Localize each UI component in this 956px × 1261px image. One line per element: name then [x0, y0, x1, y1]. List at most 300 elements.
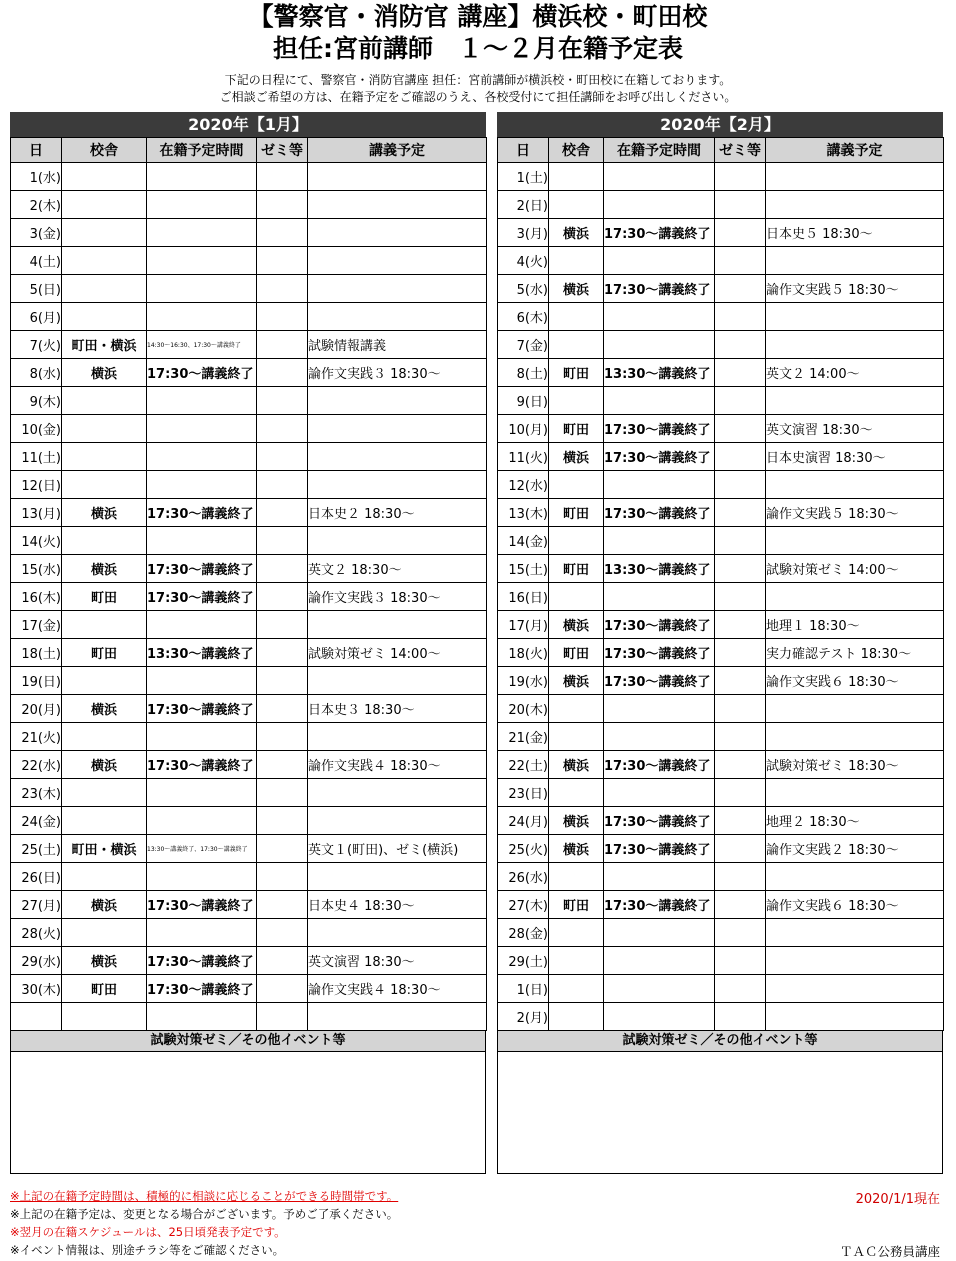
seminar-cell [715, 695, 766, 723]
seminar-cell [715, 583, 766, 611]
seminar-cell [257, 415, 308, 443]
lecture-cell: 試験対策ゼミ 14:00～ [766, 555, 944, 583]
time-cell: 17:30～講義終了 [147, 555, 257, 583]
february-title: 2020年【2月】 [497, 112, 943, 137]
seminar-cell [715, 1003, 766, 1031]
day-cell: 15(水) [11, 555, 62, 583]
time-cell: 17:30～講義終了 [147, 695, 257, 723]
time-cell [147, 667, 257, 695]
school-cell [549, 527, 604, 555]
day-cell: 25(火) [498, 835, 549, 863]
lecture-cell [766, 387, 944, 415]
february-events-box [497, 1052, 943, 1174]
table-row [11, 303, 487, 331]
january-table [10, 137, 487, 1031]
lecture-cell [308, 527, 487, 555]
day-cell: 5(日) [11, 275, 62, 303]
time-cell [147, 415, 257, 443]
day-cell: 24(金) [11, 807, 62, 835]
school-cell: 横浜 [62, 751, 147, 779]
day-cell: 6(木) [498, 303, 549, 331]
seminar-cell [257, 471, 308, 499]
school-cell: 横浜 [549, 835, 604, 863]
day-cell: 16(日) [498, 583, 549, 611]
table-row [498, 639, 944, 667]
table-row [498, 219, 944, 247]
seminar-cell [715, 527, 766, 555]
time-cell: 17:30～講義終了 [147, 751, 257, 779]
school-cell [549, 583, 604, 611]
lecture-cell [766, 163, 944, 191]
day-cell: 28(金) [498, 919, 549, 947]
lecture-cell: 実力確認テスト 18:30～ [766, 639, 944, 667]
day-cell: 18(火) [498, 639, 549, 667]
day-cell: 1(日) [498, 975, 549, 1003]
day-cell: 23(日) [498, 779, 549, 807]
day-cell: 13(月) [11, 499, 62, 527]
day-cell: 9(木) [11, 387, 62, 415]
seminar-cell [257, 359, 308, 387]
lecture-cell: 試験対策ゼミ 18:30～ [766, 751, 944, 779]
lecture-cell: 論作文実践５ 18:30～ [766, 275, 944, 303]
school-cell [62, 667, 147, 695]
lecture-cell [766, 695, 944, 723]
school-cell: 横浜 [62, 555, 147, 583]
seminar-cell [715, 555, 766, 583]
seminar-cell [257, 1003, 308, 1031]
day-cell: 26(水) [498, 863, 549, 891]
lecture-cell [766, 1003, 944, 1031]
table-row [11, 359, 487, 387]
time-cell: 17:30～講義終了 [604, 835, 715, 863]
table-row [11, 975, 487, 1003]
lecture-cell: 地理２ 18:30～ [766, 807, 944, 835]
lecture-cell [766, 779, 944, 807]
table-row [498, 835, 944, 863]
school-cell: 横浜 [549, 219, 604, 247]
seminar-cell [715, 639, 766, 667]
day-cell: 21(火) [11, 723, 62, 751]
time-cell: 13:30～講義終了 [147, 639, 257, 667]
time-cell: 17:30～講義終了 [604, 639, 715, 667]
col-time: 在籍予定時間 [147, 138, 257, 163]
table-row [11, 387, 487, 415]
table-row [498, 247, 944, 275]
time-cell: 17:30～講義終了 [604, 219, 715, 247]
seminar-cell [257, 275, 308, 303]
table-row [498, 303, 944, 331]
seminar-cell [257, 303, 308, 331]
lecture-cell: 論作文実践２ 18:30～ [766, 835, 944, 863]
seminar-cell [257, 247, 308, 275]
time-cell [604, 947, 715, 975]
table-row [498, 779, 944, 807]
time-cell [147, 303, 257, 331]
school-cell [549, 695, 604, 723]
lecture-cell [308, 219, 487, 247]
lecture-cell: 日本史５ 18:30～ [766, 219, 944, 247]
school-cell: 町田 [62, 583, 147, 611]
table-row [11, 219, 487, 247]
footer-note-4: ※イベント情報は、別途チラシ等をご確認ください。 [10, 1243, 285, 1257]
day-cell: 11(火) [498, 443, 549, 471]
school-cell: 町田 [549, 555, 604, 583]
lecture-cell [308, 723, 487, 751]
time-cell: 17:30～講義終了 [147, 975, 257, 1003]
time-cell [604, 863, 715, 891]
table-row [498, 163, 944, 191]
february-panel [497, 112, 943, 1174]
seminar-cell [257, 499, 308, 527]
col-seminar: ゼミ等 [715, 138, 766, 163]
school-cell [549, 919, 604, 947]
day-cell: 23(木) [11, 779, 62, 807]
table-row [11, 443, 487, 471]
seminar-cell [715, 415, 766, 443]
school-cell: 町田 [549, 639, 604, 667]
time-cell: 17:30～講義終了 [147, 359, 257, 387]
school-cell [62, 163, 147, 191]
school-cell [62, 723, 147, 751]
lecture-cell [308, 779, 487, 807]
time-cell [604, 695, 715, 723]
day-cell: 2(木) [11, 191, 62, 219]
footer-note-3: ※翌月の在籍スケジュールは、25日頃発表予定です。 [10, 1225, 286, 1239]
seminar-cell [715, 443, 766, 471]
lecture-cell [308, 415, 487, 443]
february-rows [498, 163, 944, 1031]
school-cell [549, 1003, 604, 1031]
seminar-cell [715, 891, 766, 919]
day-cell: 16(木) [11, 583, 62, 611]
day-cell: 19(水) [498, 667, 549, 695]
lecture-cell: 英文２ 18:30～ [308, 555, 487, 583]
table-row [11, 807, 487, 835]
seminar-cell [715, 191, 766, 219]
lecture-cell: 論作文実践６ 18:30～ [766, 891, 944, 919]
table-row [498, 359, 944, 387]
school-cell [549, 723, 604, 751]
time-cell [604, 1003, 715, 1031]
time-cell: 17:30～講義終了 [147, 583, 257, 611]
seminar-cell [257, 975, 308, 1003]
seminar-cell [715, 359, 766, 387]
time-cell [604, 919, 715, 947]
time-cell [604, 527, 715, 555]
school-cell [62, 863, 147, 891]
time-cell [147, 219, 257, 247]
school-cell [549, 247, 604, 275]
title-line-1: 【警察官・消防官 講座】横浜校・町田校 [248, 2, 708, 31]
lecture-cell: 日本史２ 18:30～ [308, 499, 487, 527]
seminar-cell [715, 667, 766, 695]
time-cell: 17:30～講義終了 [604, 611, 715, 639]
seminar-cell [257, 723, 308, 751]
seminar-cell [715, 471, 766, 499]
seminar-cell [715, 247, 766, 275]
seminar-cell [257, 919, 308, 947]
col-school: 校舎 [62, 138, 147, 163]
day-cell: 14(金) [498, 527, 549, 555]
seminar-cell [257, 555, 308, 583]
lecture-cell: 論作文実践３ 18:30～ [308, 359, 487, 387]
day-cell: 12(日) [11, 471, 62, 499]
lecture-cell [766, 919, 944, 947]
seminar-cell [257, 807, 308, 835]
table-row [11, 695, 487, 723]
table-row [11, 891, 487, 919]
seminar-cell [257, 947, 308, 975]
time-cell [604, 247, 715, 275]
day-cell: 20(木) [498, 695, 549, 723]
seminar-cell [715, 835, 766, 863]
school-cell: 町田 [62, 975, 147, 1003]
school-cell: 町田・横浜 [62, 331, 147, 359]
table-row [11, 163, 487, 191]
school-cell [62, 471, 147, 499]
seminar-cell [257, 219, 308, 247]
day-cell: 1(土) [498, 163, 549, 191]
time-cell: 13:30～講義終了 [604, 359, 715, 387]
time-cell [147, 723, 257, 751]
school-cell: 横浜 [549, 275, 604, 303]
table-row [11, 919, 487, 947]
title-line-2: 担任:宮前講師 １～２月在籍予定表 [273, 34, 683, 63]
lecture-cell [766, 303, 944, 331]
seminar-cell [257, 583, 308, 611]
day-cell: 11(土) [11, 443, 62, 471]
day-cell: 1(水) [11, 163, 62, 191]
time-cell: 17:30～講義終了 [147, 947, 257, 975]
day-cell: 17(金) [11, 611, 62, 639]
school-cell: 町田・横浜 [62, 835, 147, 863]
seminar-cell [257, 863, 308, 891]
time-cell [604, 331, 715, 359]
february-events-label: 試験対策ゼミ／その他イベント等 [497, 1031, 943, 1052]
time-cell [604, 163, 715, 191]
time-cell [147, 1003, 257, 1031]
table-row [498, 667, 944, 695]
day-cell: 3(金) [11, 219, 62, 247]
table-row [498, 583, 944, 611]
table-row [11, 555, 487, 583]
seminar-cell [715, 807, 766, 835]
table-row [498, 695, 944, 723]
school-cell [549, 163, 604, 191]
january-rows [11, 163, 487, 1031]
seminar-cell [715, 751, 766, 779]
lecture-cell [308, 807, 487, 835]
table-row [11, 611, 487, 639]
lecture-cell [308, 303, 487, 331]
table-row [11, 723, 487, 751]
time-cell [604, 975, 715, 1003]
organization-name: ＴＡＣ公務員講座 [839, 1244, 940, 1259]
school-cell [62, 275, 147, 303]
table-row [11, 471, 487, 499]
time-cell: 17:30～講義終了 [604, 499, 715, 527]
lecture-cell [766, 723, 944, 751]
lecture-cell [766, 975, 944, 1003]
seminar-cell [257, 163, 308, 191]
january-header-row [11, 138, 487, 163]
col-lecture: 講義予定 [766, 138, 944, 163]
table-row [11, 275, 487, 303]
school-cell [549, 947, 604, 975]
school-cell [62, 919, 147, 947]
day-cell: 19(日) [11, 667, 62, 695]
school-cell [549, 303, 604, 331]
school-cell [549, 387, 604, 415]
school-cell: 横浜 [62, 891, 147, 919]
time-cell [604, 387, 715, 415]
school-cell: 町田 [62, 639, 147, 667]
day-cell: 7(火) [11, 331, 62, 359]
seminar-cell [257, 191, 308, 219]
time-cell [604, 779, 715, 807]
table-row [498, 415, 944, 443]
lecture-cell: 論作文実践６ 18:30～ [766, 667, 944, 695]
day-cell: 13(木) [498, 499, 549, 527]
day-cell: 5(水) [498, 275, 549, 303]
seminar-cell [257, 667, 308, 695]
school-cell [549, 471, 604, 499]
school-cell [62, 219, 147, 247]
lecture-cell [766, 331, 944, 359]
school-cell [549, 975, 604, 1003]
lecture-cell [308, 443, 487, 471]
day-cell: 25(土) [11, 835, 62, 863]
school-cell: 町田 [549, 359, 604, 387]
table-row [498, 947, 944, 975]
school-cell [62, 303, 147, 331]
school-cell [549, 779, 604, 807]
seminar-cell [715, 163, 766, 191]
january-panel [10, 112, 486, 1174]
table-row [498, 555, 944, 583]
seminar-cell [715, 387, 766, 415]
lecture-cell [766, 947, 944, 975]
day-cell: 10(月) [498, 415, 549, 443]
lecture-cell [766, 583, 944, 611]
lecture-cell [308, 191, 487, 219]
january-events-box [10, 1052, 486, 1174]
time-cell [147, 807, 257, 835]
table-row [11, 331, 487, 359]
lecture-cell: 地理１ 18:30～ [766, 611, 944, 639]
time-cell: 17:30～講義終了 [604, 443, 715, 471]
table-row [11, 499, 487, 527]
time-cell: 17:30～講義終了 [147, 891, 257, 919]
lecture-cell [308, 611, 487, 639]
lecture-cell: 論作文実践４ 18:30～ [308, 751, 487, 779]
school-cell [62, 611, 147, 639]
school-cell [62, 807, 147, 835]
lecture-cell: 論作文実践４ 18:30～ [308, 975, 487, 1003]
time-cell [604, 583, 715, 611]
lecture-cell [308, 247, 487, 275]
february-header-row [498, 138, 944, 163]
day-cell: 10(金) [11, 415, 62, 443]
day-cell: 22(水) [11, 751, 62, 779]
col-lecture: 講義予定 [308, 138, 487, 163]
day-cell: 7(金) [498, 331, 549, 359]
table-row [11, 639, 487, 667]
school-cell: 横浜 [549, 611, 604, 639]
seminar-cell [257, 443, 308, 471]
school-cell [62, 1003, 147, 1031]
table-row [11, 751, 487, 779]
day-cell: 29(水) [11, 947, 62, 975]
table-row [11, 779, 487, 807]
seminar-cell [257, 527, 308, 555]
lecture-cell: 英文演習 18:30～ [766, 415, 944, 443]
february-table [497, 137, 944, 1031]
seminar-cell [257, 639, 308, 667]
seminar-cell [257, 387, 308, 415]
day-cell: 22(土) [498, 751, 549, 779]
table-row [498, 499, 944, 527]
time-cell [147, 163, 257, 191]
table-row [11, 415, 487, 443]
day-cell: 28(火) [11, 919, 62, 947]
time-cell [147, 191, 257, 219]
school-cell [62, 443, 147, 471]
day-cell [11, 1003, 62, 1031]
time-cell [604, 723, 715, 751]
table-row [498, 275, 944, 303]
time-cell [147, 919, 257, 947]
seminar-cell [715, 219, 766, 247]
school-cell [549, 863, 604, 891]
lecture-cell: 英文演習 18:30～ [308, 947, 487, 975]
lecture-cell [766, 863, 944, 891]
table-row [498, 331, 944, 359]
lecture-cell [308, 471, 487, 499]
january-title: 2020年【1月】 [10, 112, 486, 137]
intro-line-1: 下記の日程にて、警察官・消防官講座 担任：宮前講師が横浜校・町田校に在籍しております。 [224, 73, 732, 87]
school-cell: 町田 [549, 499, 604, 527]
january-events-label: 試験対策ゼミ／その他イベント等 [10, 1031, 486, 1052]
table-row [11, 947, 487, 975]
table-row [498, 807, 944, 835]
day-cell: 14(火) [11, 527, 62, 555]
table-row [11, 1003, 487, 1031]
day-cell: 26(日) [11, 863, 62, 891]
lecture-cell [308, 163, 487, 191]
col-day: 日 [11, 138, 62, 163]
table-row [498, 863, 944, 891]
day-cell: 20(月) [11, 695, 62, 723]
seminar-cell [257, 331, 308, 359]
lecture-cell: 日本史４ 18:30～ [308, 891, 487, 919]
seminar-cell [257, 891, 308, 919]
day-cell: 29(土) [498, 947, 549, 975]
day-cell: 15(土) [498, 555, 549, 583]
school-cell [62, 527, 147, 555]
day-cell: 12(水) [498, 471, 549, 499]
school-cell: 横浜 [62, 359, 147, 387]
day-cell: 4(土) [11, 247, 62, 275]
lecture-cell [766, 527, 944, 555]
day-cell: 2(日) [498, 191, 549, 219]
time-cell [147, 471, 257, 499]
lecture-cell [308, 667, 487, 695]
seminar-cell [715, 275, 766, 303]
day-cell: 9(日) [498, 387, 549, 415]
seminar-cell [715, 723, 766, 751]
school-cell [62, 191, 147, 219]
